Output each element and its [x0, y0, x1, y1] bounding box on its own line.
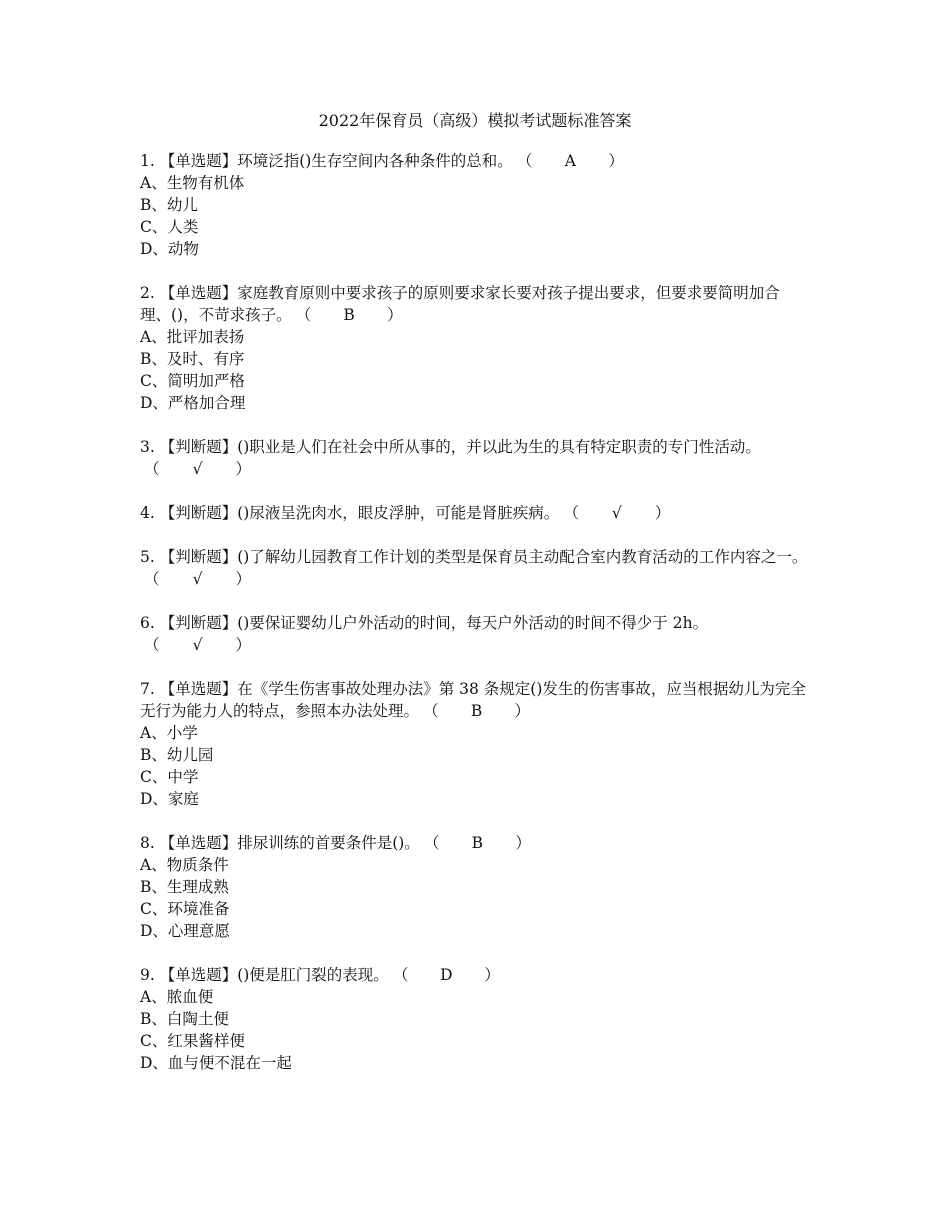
answer-option: B、生理成熟 [140, 878, 229, 896]
question-stem [140, 832, 810, 854]
answer-option: C、中学 [140, 768, 199, 786]
answer-option: B、白陶土便 [140, 1010, 229, 1028]
answer-bracket [563, 502, 670, 524]
question-text: 6. 【判断题】()要保证婴幼儿户外活动的时间，每天户外活动的时间不得少于 2h。 [140, 614, 709, 632]
answer-bracket [517, 150, 624, 172]
answer-paren-open: （ [516, 152, 533, 170]
answer-bracket [423, 700, 530, 722]
question-item [140, 832, 810, 942]
question-text: 7. 【单选题】在《学生伤害事故处理办法》第 38 条规定()发生的伤害事故，应当根据幼儿为完全无行为能力人的特点，参照本办法处理。 [140, 680, 806, 720]
answer-value: √ [192, 636, 203, 654]
answer-paren-open: （ [144, 460, 160, 478]
answer-paren-close: ） [235, 460, 252, 478]
question-stem [140, 150, 810, 172]
question-text: 9. 【单选题】()便是肛门裂的表现。 [140, 966, 389, 984]
answer-bracket [144, 634, 251, 656]
answer-value: √ [192, 460, 203, 478]
question-text: 5. 【判断题】()了解幼儿园教育工作计划的类型是保育员主动配合室内教育活动的工作内容之一。 [140, 548, 808, 566]
answer-paren-open: （ [144, 570, 160, 588]
answer-paren-close: ） [654, 504, 671, 522]
answer-paren-open: （ [144, 636, 160, 654]
question-text: 8. 【单选题】排尿训练的首要条件是()。 [140, 834, 420, 852]
answer-value: B [343, 306, 355, 324]
question-text: 4. 【判断题】()尿液呈洗肉水，眼皮浮肿，可能是肾脏疾病。 [140, 504, 560, 522]
document-title: 2022年保育员（高级）模拟考试题标准答案 [318, 111, 632, 130]
question-item [140, 436, 810, 480]
question-stem [140, 546, 810, 590]
question-text: 3. 【判断题】()职业是人们在社会中所从事的，并以此为生的具有特定职责的专门性活动。 [140, 438, 761, 456]
question-text: 1. 【单选题】环境泛指()生存空间内各种条件的总和。 [140, 152, 513, 170]
answer-bracket [424, 832, 531, 854]
question-item [140, 282, 810, 414]
answer-bracket [393, 964, 500, 986]
answer-value: D [440, 966, 453, 984]
answer-paren-close: ） [235, 636, 252, 654]
answer-option: C、环境准备 [140, 900, 230, 918]
answer-value: A [564, 152, 576, 170]
question-item [140, 612, 810, 656]
question-list [140, 150, 810, 1074]
question-stem [140, 964, 810, 986]
answer-paren-open: （ [423, 834, 440, 852]
question-item [140, 502, 810, 524]
answer-option: A、生物有机体 [140, 174, 245, 192]
answer-option: A、小学 [140, 724, 198, 742]
answer-paren-close: ） [608, 152, 624, 170]
answer-option: C、人类 [140, 218, 199, 236]
question-item [140, 546, 810, 590]
question-item [140, 678, 810, 810]
answer-option: D、家庭 [140, 790, 199, 808]
answer-option: A、物质条件 [140, 856, 229, 874]
question-stem [140, 612, 810, 656]
answer-option: B、及时、有序 [140, 350, 245, 368]
question-text: 2. 【单选题】家庭教育原则中要求孩子的原则要求家长要对孩子提出要求，但要求要简明加合理、()，不苛求孩子。 [140, 284, 780, 324]
question-item [140, 964, 810, 1074]
answer-option: D、心理意愿 [140, 922, 230, 940]
answer-option: D、严格加合理 [140, 394, 246, 412]
answer-option: D、动物 [140, 240, 199, 258]
answer-option: A、脓血便 [140, 988, 214, 1006]
answer-option: A、批评加表扬 [140, 328, 245, 346]
question-stem [140, 282, 810, 326]
answer-paren-close: ） [515, 834, 531, 852]
answer-option: D、血与便不混在一起 [140, 1054, 292, 1072]
answer-bracket [296, 304, 403, 326]
answer-value: B [470, 702, 483, 720]
answer-paren-close: ） [387, 306, 403, 324]
question-stem [140, 502, 810, 524]
answer-value: √ [192, 570, 203, 588]
answer-value: √ [611, 504, 622, 522]
answer-paren-close: ） [235, 570, 252, 588]
answer-bracket [144, 458, 251, 480]
answer-option: C、简明加严格 [140, 372, 245, 390]
answer-paren-close: ） [484, 966, 500, 984]
answer-paren-open: （ [563, 504, 579, 522]
answer-value: B [471, 834, 484, 852]
answer-paren-close: ） [514, 702, 531, 720]
answer-option: B、幼儿园 [140, 746, 214, 764]
question-item [140, 150, 810, 260]
question-stem [140, 678, 810, 722]
answer-option: C、红果酱样便 [140, 1032, 245, 1050]
answer-bracket [144, 568, 251, 590]
answer-paren-open: （ [392, 966, 409, 984]
answer-paren-open: （ [423, 702, 439, 720]
answer-paren-open: （ [295, 306, 312, 324]
answer-option: B、幼儿 [140, 196, 198, 214]
question-stem [140, 436, 810, 480]
